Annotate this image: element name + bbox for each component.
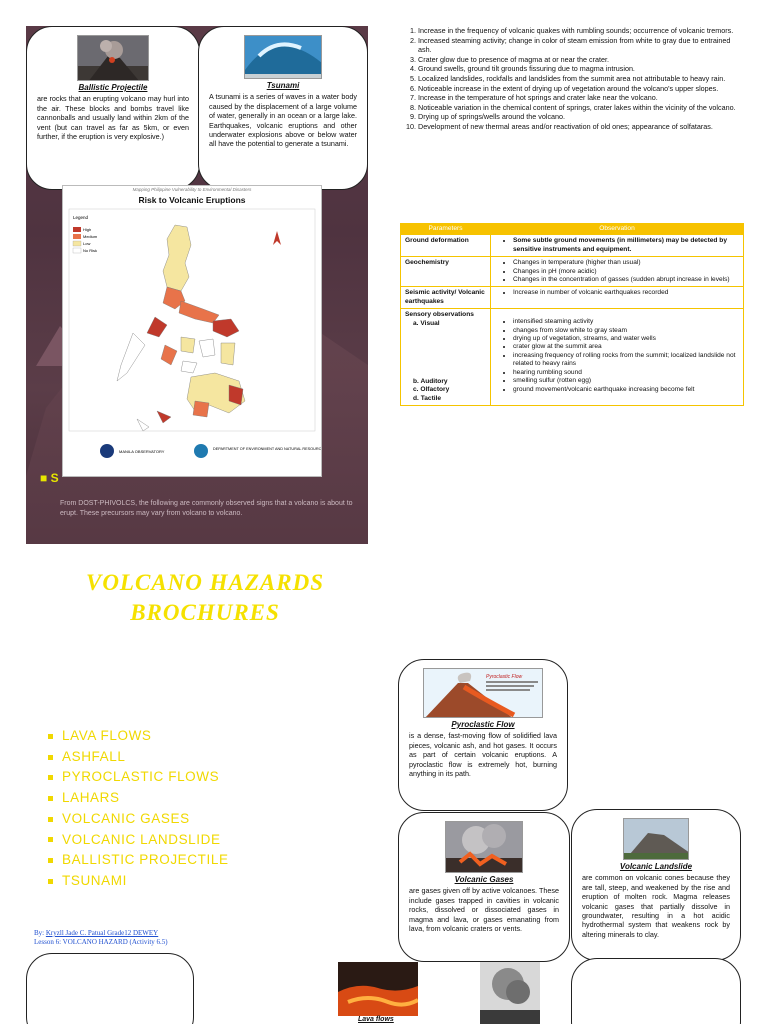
bullet-icon (48, 858, 53, 863)
obs-cell: • Some subtle ground movements (in millimeters) may be detected by sensitive instruments and equipment. (491, 235, 744, 257)
sign-item: 7. Increase in the temperature of hot springs and crater lake near the volcano. (418, 93, 745, 103)
brochure-title: VOLCANO HAZARDS BROCHURES (85, 570, 324, 625)
param-cell: Sensory observations a. Visual b. Auditory c. Olfactory d. Tactile (401, 309, 491, 406)
card-title: Pyroclastic Flow (451, 720, 515, 729)
ballistic-photo (77, 35, 149, 81)
hazard-item: BALLISTIC PROJECTILE (48, 850, 229, 871)
card-title: Volcanic Gases (454, 875, 514, 884)
sign-item: 4. Ground swells, ground tilt grounds fissuring due to magma intrusion. (418, 64, 745, 74)
obs-cell: • intensified steaming activity • changes from slow white to gray steam • drying up of vegetation, streams, and water wells • crater glow at the summit area • increasing frequency of rolling rocks from the summit; localized landslide not related to heavy rains • hearing rumbling sound • smelling sulfur (rotten egg) • ground movement/volcanic earthquake increasing become felt (491, 309, 744, 406)
map-title: Risk to Volcanic Eruptions (138, 195, 246, 205)
sign-item: 6. Noticeable increase in the extent of drying up of vegetation around the volcano's upper slopes. (418, 84, 745, 94)
table-header: Parameters (401, 224, 491, 235)
table-row (401, 257, 744, 287)
sign-item: 3. Crater glow due to presence of magma at or near the crater. (418, 55, 745, 65)
hazard-list (48, 726, 229, 892)
pyroclastic-diagram (423, 668, 543, 718)
card-title: Ballistic Projectile (78, 83, 148, 92)
svg-text:MANILA OBSERVATORY: MANILA OBSERVATORY (119, 449, 165, 454)
svg-text:Legend: Legend (73, 215, 89, 220)
sign-item: 2. Increased steaming activity; change in color of steam emission from white to gray due to entrained ash. (418, 36, 745, 55)
card-pyroclastic-flow (398, 659, 568, 811)
map-legend (73, 215, 98, 253)
empty-card (571, 958, 741, 1024)
obs-cell: • Changes in temperature (higher than usual) • Changes in pH (more acidic) • Changes in the concentration of gasses (sudden abrupt increase in levels) (491, 257, 744, 287)
sign-item: 10. Development of new thermal areas and/or reactivation of old ones; appearance of solfataras. (418, 122, 745, 132)
svg-text:DEPARTMENT OF ENVIRONMENT AND: DEPARTMENT OF ENVIRONMENT AND NATURAL RESOURCES (213, 447, 321, 451)
table-row (401, 235, 744, 257)
precursor-text: From DOST-PHIVOLCS, the following are commonly observed signs that a volcano is about to erupt. These precursors may vary from volcano to volcano. (60, 500, 353, 517)
svg-text:No Risk: No Risk (83, 248, 98, 253)
ash-cloud-photo (480, 962, 540, 1024)
card-volcanic-gases (398, 812, 570, 962)
param-cell: Ground deformation (401, 235, 491, 257)
author-credit: By: Kryzll Jade C. Patual Grade12 DEWEY Lesson 6: VOLCANO HAZARD (Activity 6.5) (34, 929, 168, 946)
table-row (401, 287, 744, 309)
card-body: are gases given off by active volcanoes. These include gases trapped in cavities in volcanic rocks, dissolved or dissociated gases in magma and lava, or gases emanating from lava, from volcanic craters or vents. (409, 886, 559, 934)
map-caption: Mapping Philippine Vulnerability to Environmental Disasters (132, 187, 252, 192)
table-row (401, 309, 744, 406)
bullet-icon (48, 817, 53, 822)
card-ballistic-projectile (26, 26, 200, 190)
north-arrow-icon (273, 231, 281, 245)
empty-card (26, 953, 194, 1024)
philippines-map (63, 205, 321, 467)
lava-flow-label: Lava flows (358, 1016, 394, 1023)
bullet-icon (48, 796, 53, 801)
hazard-item: VOLCANIC GASES (48, 809, 229, 830)
hazard-item: PYROCLASTIC FLOWS (48, 767, 229, 788)
bullet-icon (48, 837, 53, 842)
svg-text:Low: Low (83, 241, 91, 246)
hazard-item: ASHFALL (48, 747, 229, 768)
bullet-icon (48, 734, 53, 739)
sign-item: 9. Drying up of springs/wells around the volcano. (418, 112, 745, 122)
eruption-signs-list (400, 26, 745, 132)
card-body: A tsunami is a series of waves in a water body caused by the displacement of a large volume of water, generally in an ocean or a large lake. Earthquakes, volcanic eruptions and other underwater explosions above or below water all have the potential to generate a tsunami. (209, 92, 357, 149)
card-title: Tsunami (266, 81, 300, 90)
card-tsunami (198, 26, 368, 190)
card-volcanic-landslide (571, 809, 741, 961)
denr-logo (194, 444, 208, 458)
tsunami-photo (244, 35, 322, 79)
svg-text:Medium: Medium (83, 234, 98, 239)
observation-table (400, 223, 744, 406)
param-cell: Seismic activity/ Volcanic earthquakes (401, 287, 491, 309)
sign-item: 5. Localized landslides, rockfalls and landslides from the summit area not attributable to heavy rain. (418, 74, 745, 84)
card-body: is a dense, fast-moving flow of solidified lava pieces, volcanic ash, and hot gases. It occurs as part of certain volcanic eruptions. A pyroclastic flow is extremely hot, burning anything in its path. (409, 731, 557, 779)
hazard-item: LAVA FLOWS (48, 726, 229, 747)
card-title: Volcanic Landslide (619, 862, 693, 871)
bullet-icon (48, 775, 53, 780)
volcanic-gases-photo (445, 821, 523, 873)
obs-cell: • Increase in number of volcanic earthquakes recorded (491, 287, 744, 309)
svg-text:High: High (83, 227, 92, 232)
bullet-icon (48, 755, 53, 760)
volcanic-landslide-photo (623, 818, 689, 860)
bullet-icon (48, 879, 53, 884)
hazard-item: LAHARS (48, 788, 229, 809)
hazard-item: VOLCANIC LANDSLIDE (48, 830, 229, 851)
table-header: Observation (491, 224, 744, 235)
manila-observatory-logo (100, 444, 114, 458)
lava-flow-photo (338, 962, 418, 1016)
param-cell: Geochemistry (401, 257, 491, 287)
section-bullet: ■ S (40, 471, 59, 485)
hazard-item: TSUNAMI (48, 871, 229, 892)
card-body: are rocks that an erupting volcano may hurl into the air. These blocks and bombs travel like cannonballs and usually land within 2km of the vent (but can travel as far as 5km, or even further, if the eruption is very explosive.) (37, 94, 189, 142)
svg-text:Pyroclastic Flow: Pyroclastic Flow (486, 674, 523, 680)
sign-item: 8. Noticeable variation in the chemical content of springs, crater lakes within the vicinity of the volcano. (418, 103, 745, 113)
card-body: are common on volcanic cones because they are tall, steep, and weakened by the rise and eruption of molten rock. Magma releases volcanic gases that partially dissolve in groundwater, resulting in a hot acidic hydrothermal system that weakens rock by altering minerals to clay. (582, 873, 730, 939)
sign-item: 1. Increase in the frequency of volcanic quakes with rumbling sounds; occurrence of volcanic tremors. (418, 26, 745, 36)
risk-map (62, 185, 322, 477)
